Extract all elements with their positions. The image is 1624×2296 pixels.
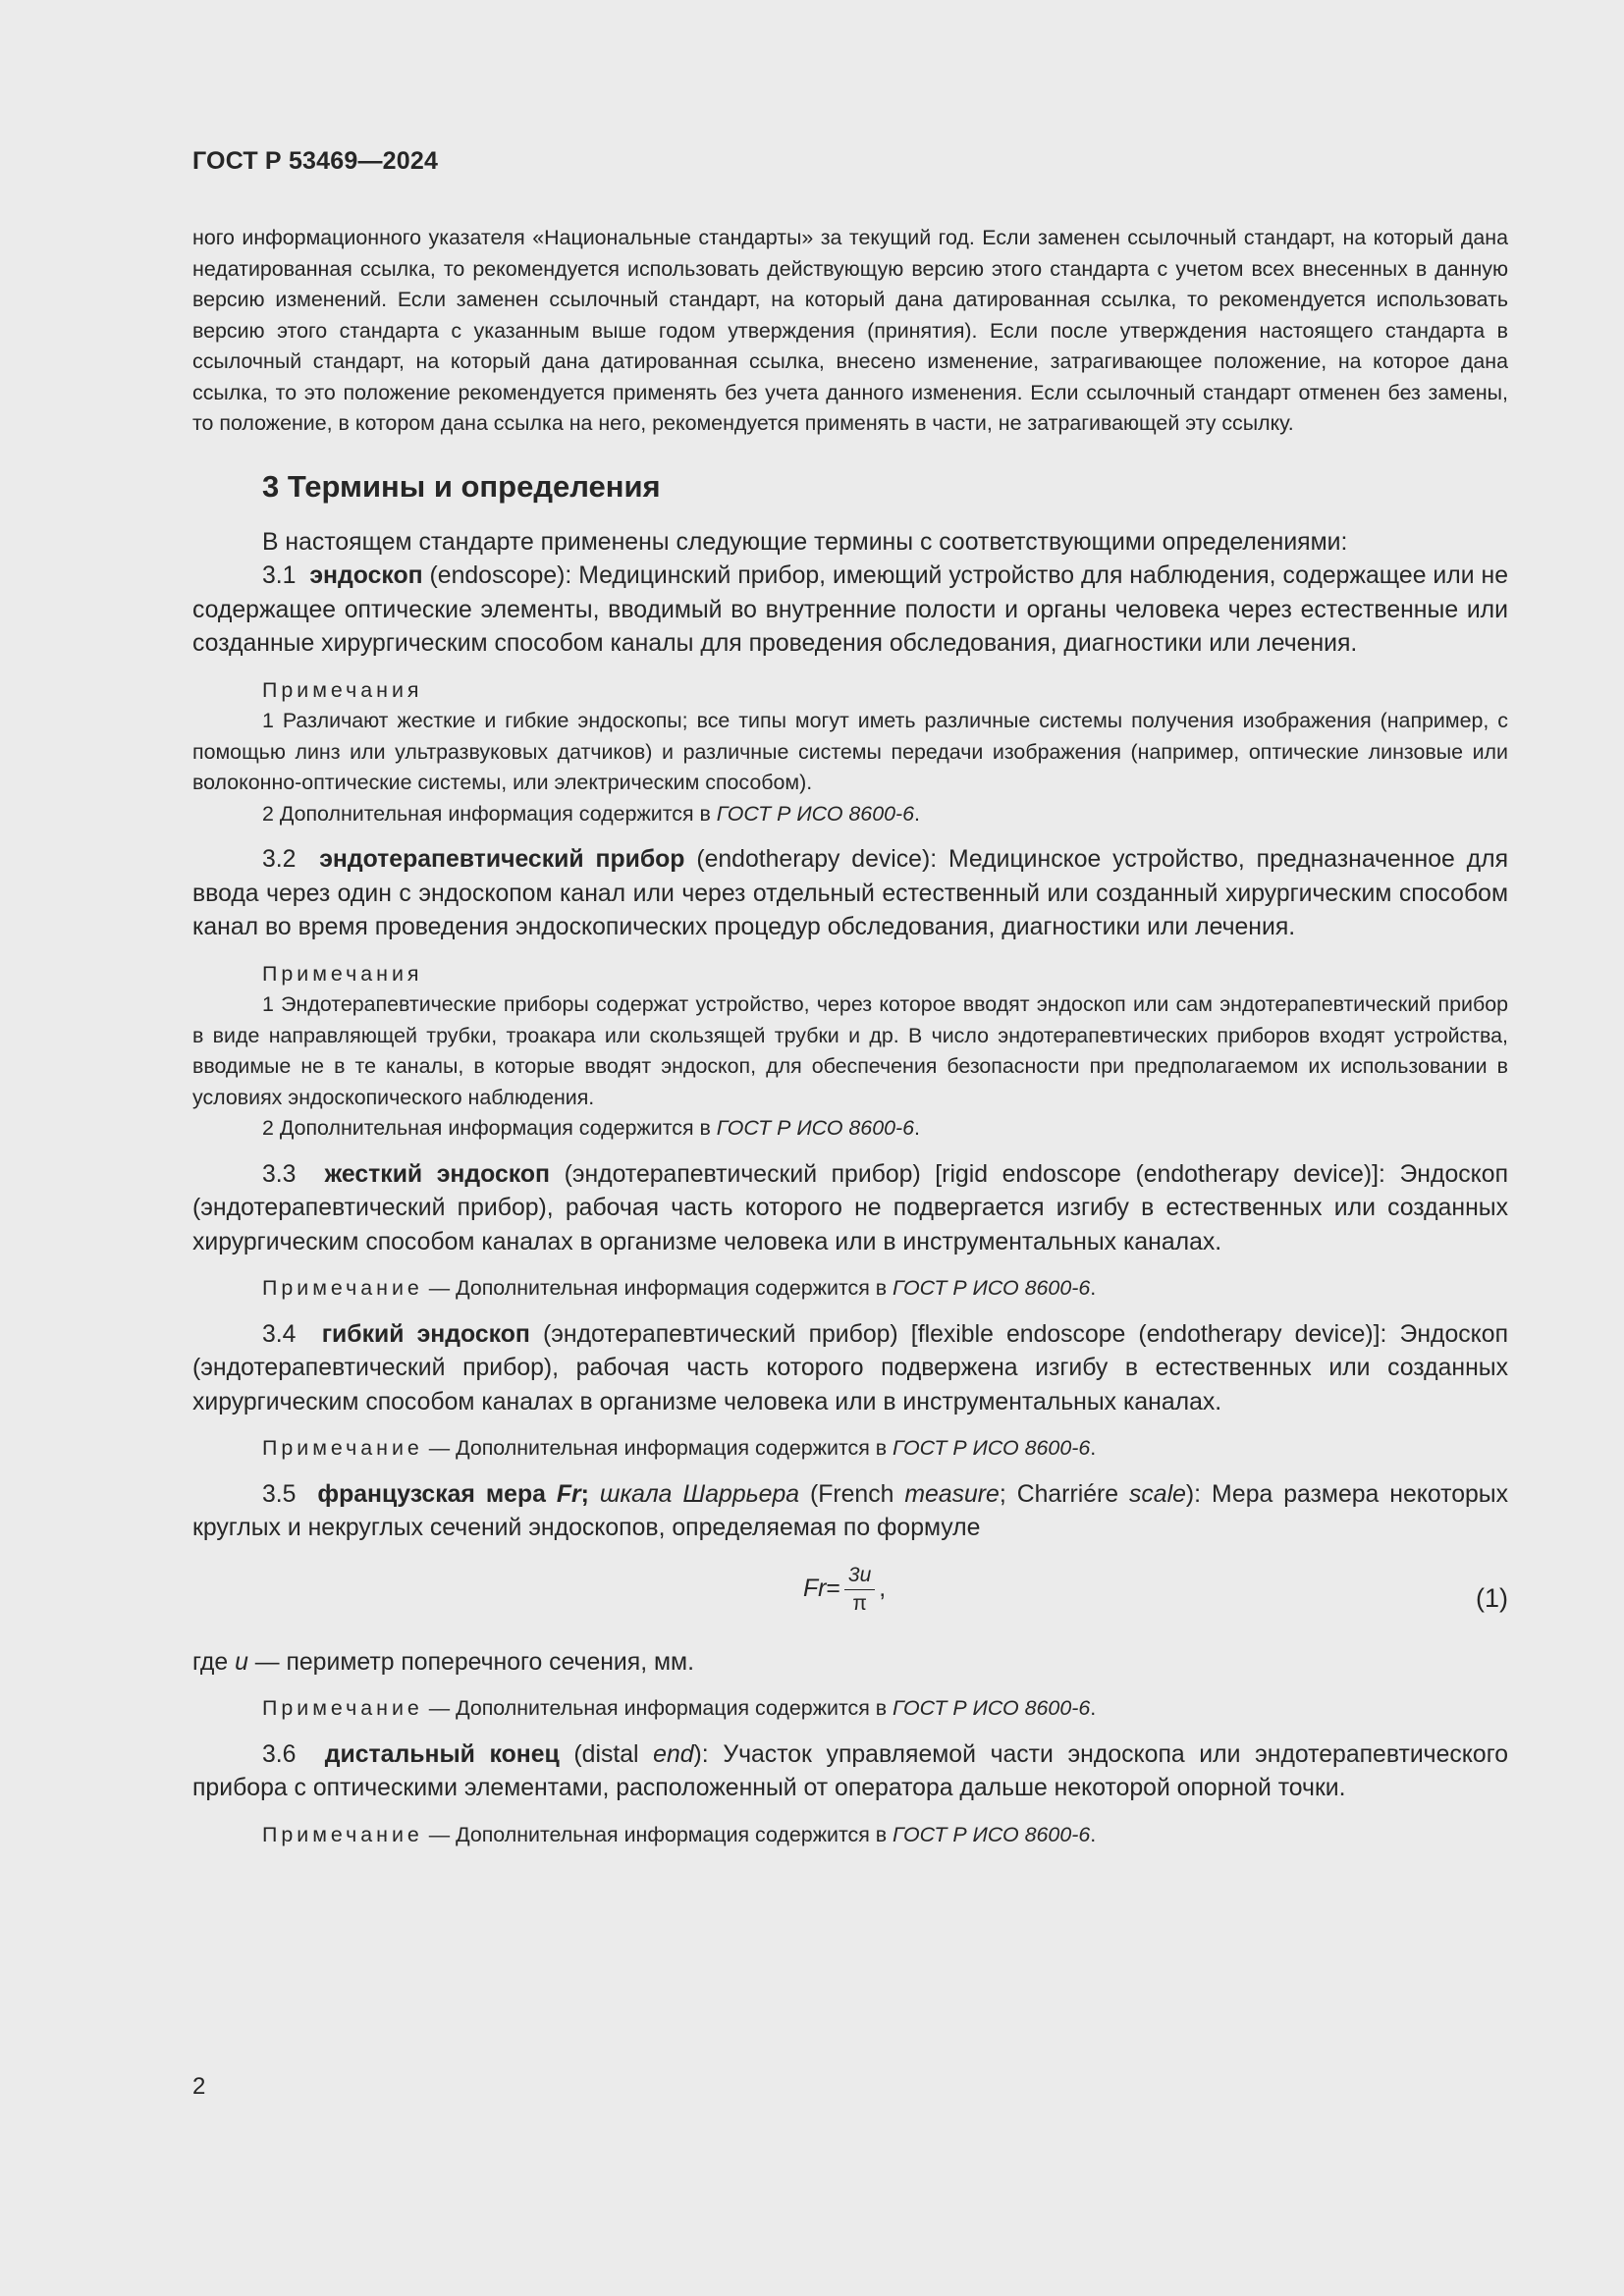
term-name: эндотерапевтический прибор <box>319 846 685 873</box>
term-synonym: шкала Шаррьера <box>599 1480 800 1508</box>
note-text: 2 Дополнительная информация содержится в ГОСТ Р ИСО 8600-6. <box>262 801 920 826</box>
formula-lhs: Fr <box>803 1575 827 1602</box>
formula-equals: = <box>826 1575 840 1602</box>
note-single: Примечание — Дополнительная информация содержится в ГОСТ Р ИСО 8600-6. <box>262 1822 1097 1846</box>
formula-denominator: π <box>852 1591 867 1615</box>
formula: Fr = $\frac{3u}{\pi}$ , <box>803 1563 887 1615</box>
term-number: 3.2 <box>262 846 297 873</box>
note-text: 2 Дополнительная информация содержится в ГОСТ Р ИСО 8600-6. <box>262 1116 920 1140</box>
formula-fraction <box>844 1564 875 1616</box>
term-number: 3.4 <box>262 1320 297 1348</box>
term-definition: (эндотерапевтический прибор) [flexible endoscope (endotherapy device)]: Эндоскоп (эндотерапевтический прибор), рабочая часть которого подвержена изгибу в естественных или созданных хирургическим способом каналах в организме человека или в инструментальных каналах. <box>192 1320 1509 1415</box>
term-number: 3.5 <box>262 1480 297 1508</box>
reference-link: ГОСТ Р ИСО 8600-6 <box>893 1436 1091 1460</box>
term-name: гибкий эндоскоп <box>321 1320 530 1348</box>
page-number: 2 <box>192 2073 206 2100</box>
term-3-6: 3.6 дистальный конец (distal end): Участок управляемой части эндоскопа или эндотерапевтического прибора с оптическими элементами, расположенный от оператора дальше некоторой опорной точки. <box>192 1740 1508 1801</box>
term-number: 3.3 <box>262 1160 297 1188</box>
reference-link: ГОСТ Р ИСО 8600-6 <box>893 1276 1091 1300</box>
reference-link: ГОСТ Р ИСО 8600-6 <box>893 1696 1091 1720</box>
note-single: Примечание — Дополнительная информация содержится в ГОСТ Р ИСО 8600-6. <box>262 1276 1097 1300</box>
formula-number: (1) <box>1476 1582 1508 1613</box>
term-number: 3.6 <box>262 1740 297 1768</box>
intro-paragraph: ного информационного указателя «Национальные стандарты» за текущий год. Если заменен ссылочный стандарт, на который дана недатированная ссылка, то рекомендуется использовать действующую версию этого стандарта с учетом всех внесенных в данную версию изменений. Если заменен ссылочный стандарт, на который дана датированная ссылка, то рекомендуется использовать версию этого стандарта с указанным выше годом утверждения (принятия). Если после утверждения настоящего стандарта в ссылочный стандарт, на который дана датированная ссылка, внесено изменение, затрагивающее положение, на которое дана ссылка, то это положение рекомендуется применять без учета данного изменения. Если ссылочный стандарт отменен без замены, то положение, в котором дана ссылка на него, рекомендуется применять в части, не затрагивающей эту ссылку. <box>192 226 1508 435</box>
term-3-3 <box>192 1158 1508 1260</box>
document-page <box>192 147 1508 1850</box>
notes-heading: Примечания <box>262 677 423 702</box>
term-symbol: Fr <box>556 1480 581 1508</box>
notes-heading: Примечания <box>262 961 423 986</box>
formula-explanation: где u — периметр поперечного сечения, мм. <box>192 1648 694 1676</box>
formula-row <box>192 1564 1508 1640</box>
reference-link: ГОСТ Р ИСО 8600-6 <box>716 801 915 826</box>
term-number: 3.1 <box>262 562 297 589</box>
section-lead: В настоящем стандарте применены следующие термины с соответствующими определениями: <box>262 528 1348 556</box>
reference-link: ГОСТ Р ИСО 8600-6 <box>893 1822 1091 1846</box>
term-3-2 <box>192 843 1508 945</box>
note-text: 1 Различают жесткие и гибкие эндоскопы; все типы могут иметь различные системы получения изображения (например, с помощью линз или ультразвуковых датчиков) и различные системы передачи изображения (например, оптические линзовые или волоконно-оптические системы, или электрическим способом). <box>192 709 1508 794</box>
term-name: эндоскоп <box>309 562 423 589</box>
document-header: ГОСТ Р 53469—2024 <box>192 147 439 175</box>
reference-link: ГОСТ Р ИСО 8600-6 <box>716 1116 915 1140</box>
term-3-4 <box>192 1318 1508 1420</box>
term-definition: (endoscope): Медицинский прибор, имеющий устройство для наблюдения, содержащее или не содержащее оптические элементы, вводимый во внутренние полости и органы человека через естественные или созданные хирургическим способом каналы для проведения обследования, диагностики или лечения. <box>192 562 1509 657</box>
term-name: жесткий эндоскоп <box>324 1160 550 1188</box>
term-3-1 <box>192 560 1508 662</box>
formula-numerator: 3u <box>844 1564 875 1590</box>
term-name: дистальный конец <box>324 1740 560 1768</box>
section-title: 3 Термины и определения <box>262 468 661 504</box>
term-definition: (эндотерапевтический прибор) [rigid endoscope (endotherapy device)]: Эндоскоп (эндотерапевтический прибор), рабочая часть которого не подвергается изгибу в естественных или созданных хирургическим способом каналах в организме человека или в инструментальных каналах. <box>192 1160 1509 1255</box>
term-name: французская мера <box>317 1480 546 1508</box>
term-definition: (endotherapy device): Медицинское устройство, предназначенное для ввода через один с эндоскопом канал или через отдельный естественный или созданный хирургическим способом канал во время проведения эндоскопических процедур обследования, диагностики или лечения. <box>192 846 1508 940</box>
note-single: Примечание — Дополнительная информация содержится в ГОСТ Р ИСО 8600-6. <box>262 1696 1097 1720</box>
term-definition: ): Участок управляемой части эндоскопа или эндотерапевтического прибора с оптическими элементами, расположенный от оператора дальше некоторой опорной точки. <box>192 1740 1508 1801</box>
term-3-5: 3.5 французская мера Fr; шкала Шаррьера (French measure; Charriére scale): Мера размера некоторых круглых и некруглых сечений эндоскопов, определяемая по формуле <box>192 1480 1509 1541</box>
note-text: 1 Эндотерапевтические приборы содержат устройство, через которое вводят эндоскоп или сам эндотерапевтический прибор в виде направляющей трубки, троакара или скользящей трубки и др. В число эндотерапевтических приборов входят устройства, вводимые не в те каналы, в которые вводят эндоскоп, для обеспечения безопасности при предполагаемом их использовании в условиях эндоскопического наблюдения. <box>192 992 1508 1109</box>
term-definition: ): Мера размера некоторых круглых и некруглых сечений эндоскопов, определяемая по формуле <box>192 1480 1509 1541</box>
note-single: Примечание — Дополнительная информация содержится в ГОСТ Р ИСО 8600-6. <box>262 1436 1097 1460</box>
